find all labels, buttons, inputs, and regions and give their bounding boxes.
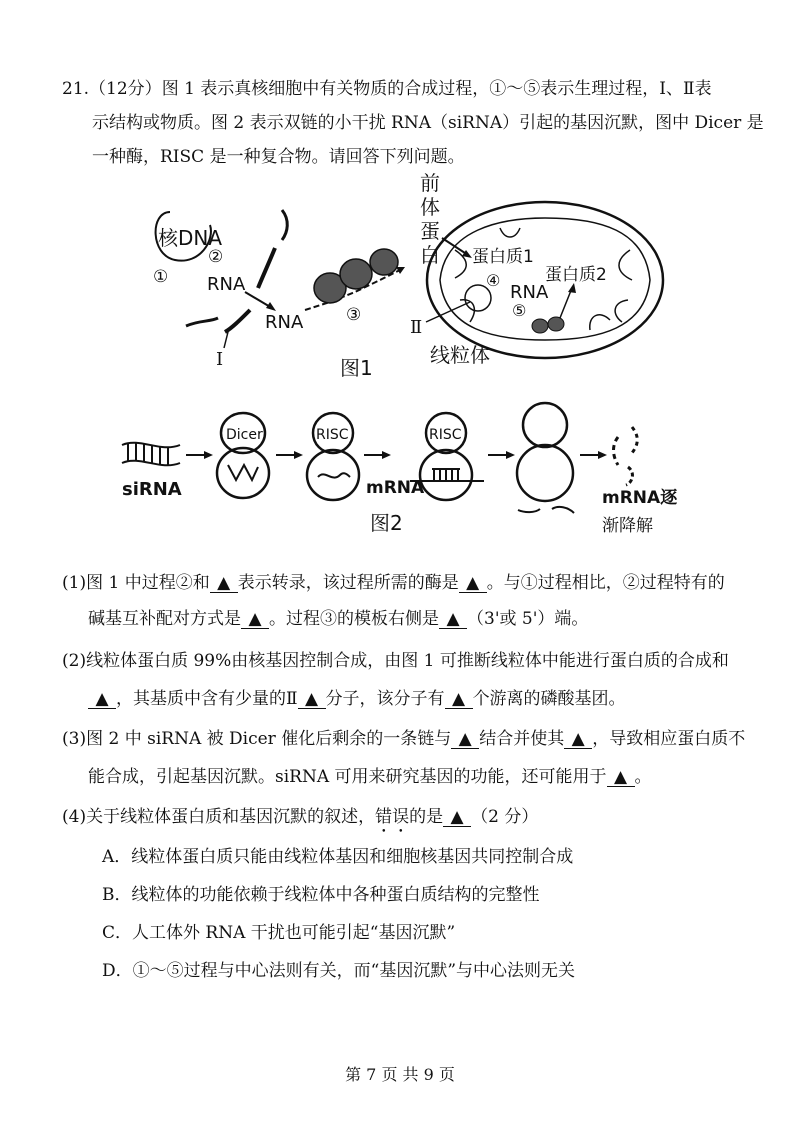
- q4-text-c: （2 分）: [471, 807, 539, 827]
- risc-3-bottom: [517, 445, 573, 501]
- structure-1-pointer: [224, 332, 228, 348]
- ribosome-2: [340, 259, 372, 289]
- q2-text-d: 个游离的磷酸基团。: [472, 689, 626, 709]
- q3-text-c: ，导致相应蛋白质不: [592, 729, 746, 749]
- option-b[interactable]: B．线粒体的功能依赖于线粒体中各种蛋白质结构的完整性: [102, 885, 540, 905]
- process-5-label: ⑤: [512, 301, 527, 320]
- precursor-protein-char-4: 白: [420, 243, 440, 267]
- q3-text-d: 能合成，引起基因沉默。siRNA 可用来研究基因的功能，还可能用于: [88, 767, 607, 787]
- q3-blank-3[interactable]: ▲: [607, 768, 635, 787]
- crista-3: [619, 250, 632, 280]
- question-1-line-1: [62, 568, 725, 593]
- figure-1: [0, 170, 800, 385]
- q3-blank-2[interactable]: ▲: [564, 730, 592, 749]
- crista-6: [500, 228, 520, 237]
- q1-text-f: （3'或 5'）端。: [467, 609, 589, 629]
- question-number: 21.: [62, 79, 90, 99]
- arrow-5-head: [598, 451, 607, 459]
- arrow-3-head: [382, 451, 391, 459]
- figure-2: [0, 385, 800, 555]
- risc-2-base-pairs: [432, 469, 460, 481]
- question-score: （12分）: [89, 79, 162, 99]
- protein-1-label: 蛋白质1: [472, 247, 534, 267]
- q3-text-e: 。: [634, 767, 652, 787]
- intro-line-1: 图 1 表示真核细胞中有关物质的合成过程，①～⑤表示生理过程，Ⅰ、Ⅱ表: [161, 79, 712, 99]
- nuclear-dna-label: 核DNA: [158, 226, 223, 250]
- q4-text-b: 的是: [409, 807, 444, 827]
- structure-1-label: Ⅰ: [216, 349, 224, 370]
- crista-4: [615, 300, 628, 322]
- risc-2-label: RISC: [429, 427, 462, 443]
- risc-1-label: RISC: [316, 427, 349, 443]
- q1-text-d: 碱基互补配对方式是: [88, 609, 241, 629]
- q1-blank-2[interactable]: ▲: [459, 574, 487, 593]
- q1-text-a: (1)图 1 中过程②和: [62, 573, 210, 593]
- figure-1-caption: 图1: [340, 356, 373, 380]
- crista-5: [590, 315, 610, 330]
- option-c[interactable]: C．人工体外 RNA 干扰也可能引起“基因沉默”: [102, 923, 456, 943]
- figure-2-caption: 图2: [370, 511, 403, 535]
- dicer-cut-sirna: [228, 465, 258, 480]
- q2-text-b: ，其基质中含有少量的Ⅱ: [116, 689, 298, 709]
- process-3-label: ③: [346, 305, 362, 325]
- q4-blank[interactable]: ▲: [443, 808, 471, 827]
- cleaved-mrna-right: [552, 507, 574, 513]
- risc-1-bottom: [307, 450, 359, 500]
- precursor-protein-char-1: 前: [420, 171, 440, 195]
- rna-label-mito: RNA: [510, 282, 549, 303]
- structure-2-label: Ⅱ: [410, 317, 423, 338]
- q1-blank-4[interactable]: ▲: [439, 610, 467, 629]
- q4-emphasis-wrong: 错误: [375, 807, 410, 827]
- question-3-line-1: [62, 724, 745, 749]
- q2-blank-2[interactable]: ▲: [298, 690, 326, 709]
- arrow-1-head: [204, 451, 213, 459]
- mito-ribosome-2: [548, 317, 564, 331]
- protein-2-label: 蛋白质2: [545, 265, 607, 285]
- arrow-2-head: [294, 451, 303, 459]
- q3-text-b: 结合并使其: [479, 729, 565, 749]
- precursor-protein-char-2: 体: [420, 195, 440, 219]
- degraded-fragment-3: [626, 467, 632, 485]
- sirna-label: siRNA: [122, 479, 182, 500]
- ribosome-3: [370, 249, 398, 275]
- question-4-stem: [62, 802, 538, 837]
- nuclear-envelope-bottom: [225, 310, 250, 332]
- risc-1-single-strand: [318, 473, 350, 477]
- page-footer: 第 7 页 共 9 页: [345, 1065, 455, 1084]
- option-d[interactable]: D．①～⑤过程与中心法则有关，而“基因沉默”与中心法则无关: [102, 961, 576, 981]
- intro-line-3: 一种酶，RISC 是一种复合物。请回答下列问题。: [92, 147, 465, 167]
- q4-text-a: (4)关于线粒体蛋白质和基因沉默的叙述，: [62, 807, 376, 827]
- option-a[interactable]: A．线粒体蛋白质只能由线粒体基因和细胞核基因共同控制合成: [102, 847, 574, 867]
- question-header: [62, 74, 712, 99]
- q2-text-c: 分子，该分子有: [325, 689, 445, 709]
- nuclear-envelope-mid: [258, 248, 275, 288]
- question-1-line-2: [88, 604, 588, 629]
- nuclear-envelope-left: [186, 318, 218, 326]
- q3-text-a: (3)图 2 中 siRNA 被 Dicer 催化后剩余的一条链与: [62, 729, 452, 749]
- q3-blank-1[interactable]: ▲: [451, 730, 479, 749]
- mrna-label: mRNA: [366, 478, 425, 498]
- degrade-label-line2: 渐降解: [602, 516, 653, 536]
- process-1-label: ①: [153, 267, 169, 287]
- question-3-line-2: [88, 762, 652, 787]
- risc-3-top: [523, 403, 567, 447]
- rna-label-cytoplasm: RNA: [265, 312, 304, 333]
- arrow-4-head: [506, 451, 515, 459]
- question-2-line-1: (2)线粒体蛋白质 99%由核基因控制合成，由图 1 可推断线粒体中能进行蛋白质的合成和: [62, 651, 729, 671]
- precursor-protein-char-3: 蛋: [420, 219, 440, 243]
- export-arrowhead: [266, 302, 276, 311]
- dicer-bottom: [217, 448, 269, 498]
- degraded-fragment-2: [632, 427, 637, 453]
- degrade-label-line1: mRNA逐: [602, 488, 678, 508]
- q1-text-e: 。过程③的模板右侧是: [269, 609, 439, 629]
- process-4-label: ④: [486, 271, 501, 290]
- q2-blank-3[interactable]: ▲: [445, 690, 473, 709]
- intro-line-2: 示结构或物质。图 2 表示双链的小干扰 RNA（siRNA）引起的基因沉默，图中 Dicer 是: [92, 113, 764, 133]
- process-2-label: ②: [208, 247, 224, 267]
- rna-label-nucleus: RNA: [207, 274, 246, 295]
- mitochondrion-label: 线粒体: [430, 343, 490, 367]
- protein-2-arrow: [560, 288, 572, 318]
- q1-blank-3[interactable]: ▲: [241, 610, 269, 629]
- q1-blank-1[interactable]: ▲: [210, 574, 238, 593]
- q2-blank-1[interactable]: ▲: [88, 690, 116, 709]
- import-arrow: [442, 238, 468, 255]
- degraded-fragment-1: [614, 437, 619, 465]
- dicer-label: Dicer: [226, 427, 263, 443]
- mito-ribosome-1: [532, 319, 548, 333]
- cleaved-mrna-left: [518, 509, 540, 512]
- nuclear-envelope-top: [282, 210, 287, 240]
- q1-text-c: 。与①过程相比，②过程特有的: [486, 573, 725, 593]
- question-2-line-2: [88, 684, 626, 709]
- q1-text-b: 表示转录，该过程所需的酶是: [237, 573, 459, 593]
- mito-dna-circle: [465, 285, 491, 311]
